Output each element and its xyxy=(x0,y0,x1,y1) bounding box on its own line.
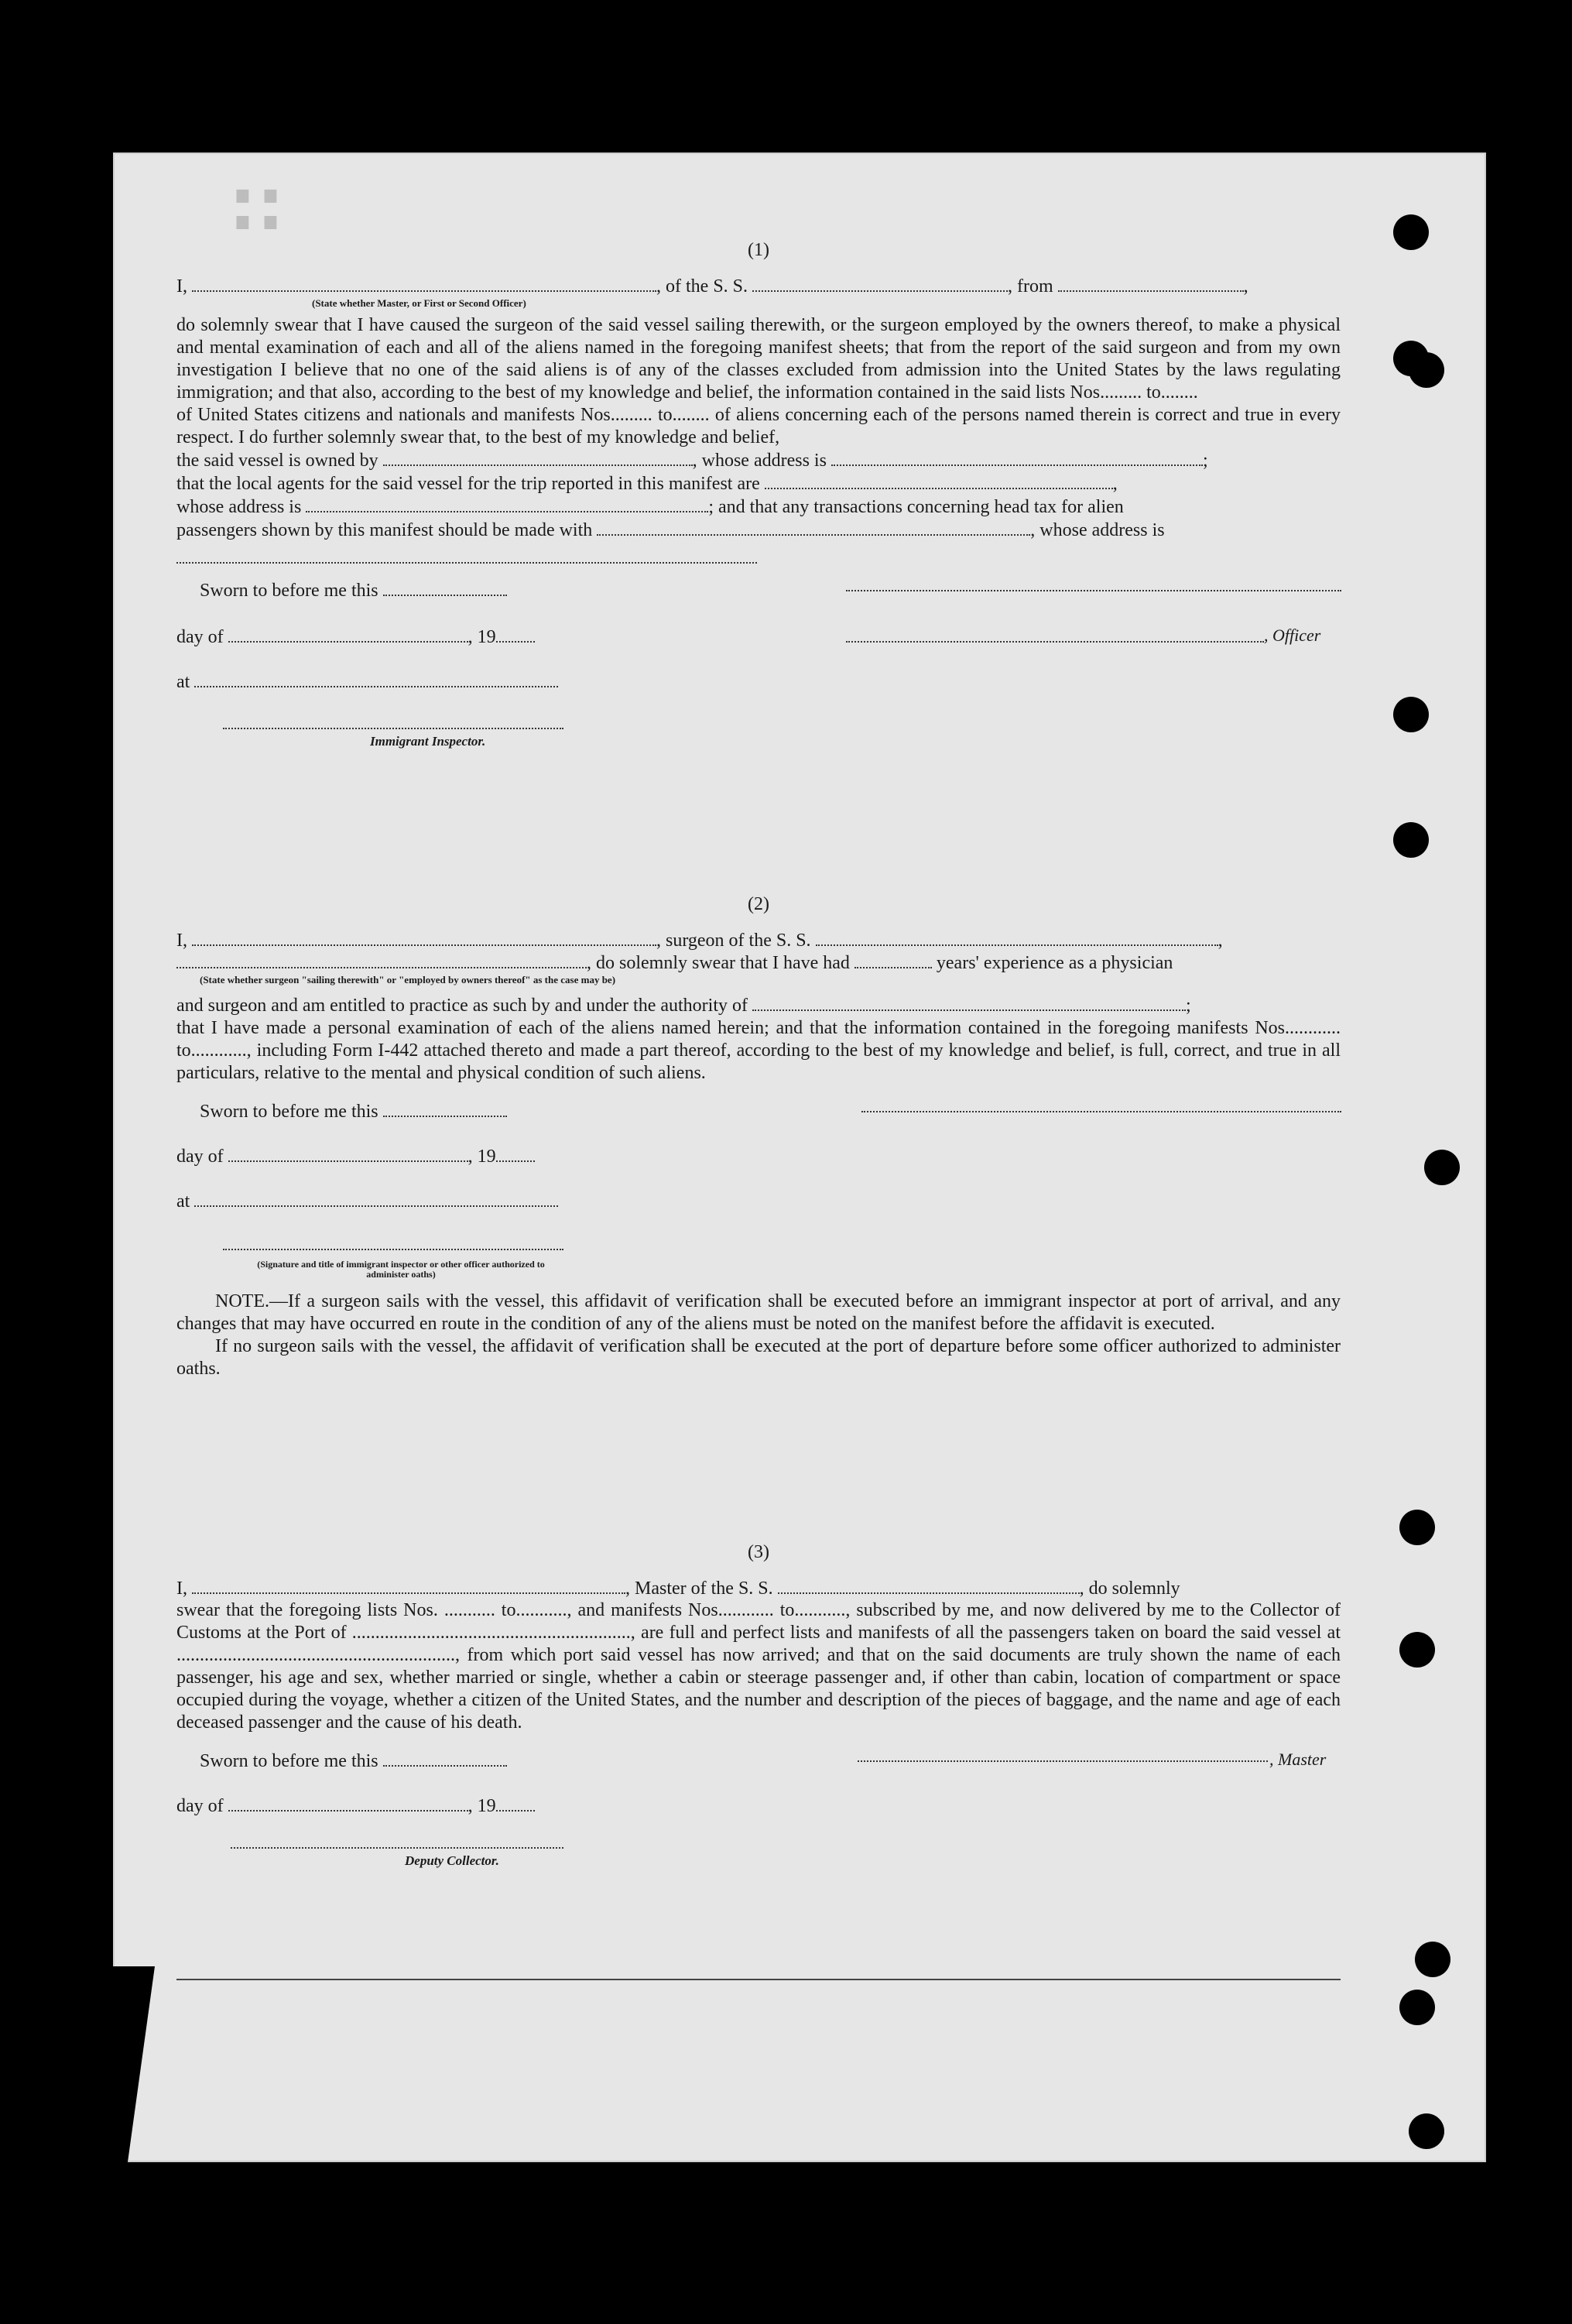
binder-hole xyxy=(1393,697,1429,732)
affidavit-surgeon xyxy=(176,894,1341,1380)
label: at xyxy=(176,1191,190,1212)
section-number: (2) xyxy=(748,894,769,914)
vessel-name-field[interactable] xyxy=(816,929,1218,946)
label: I, xyxy=(176,931,187,951)
binder-hole xyxy=(1424,1150,1460,1185)
label: , of the S. S. xyxy=(656,276,748,296)
head-tax-party-field[interactable] xyxy=(597,519,1030,536)
label: , do solemnly xyxy=(1079,1578,1180,1599)
label: day of xyxy=(176,1147,224,1167)
label: passengers shown by this manifest should be made with xyxy=(176,520,593,540)
agents-address-field[interactable] xyxy=(306,495,708,512)
label: , xyxy=(1243,276,1248,296)
sworn-day-field[interactable] xyxy=(383,1100,507,1117)
collector-signature-line[interactable] xyxy=(231,1846,563,1849)
label: , Master of the S. S. xyxy=(625,1578,773,1599)
surgeon-status-field[interactable] xyxy=(176,951,587,968)
signature-caption: (Signature and title of immigrant inspector or other officer authorized to administer oaths) xyxy=(257,1259,545,1280)
section-number: (3) xyxy=(748,1542,769,1562)
label: ; xyxy=(1186,996,1191,1016)
officer-caption: , Officer xyxy=(1264,626,1321,645)
master-signature-line[interactable] xyxy=(858,1759,1268,1762)
field-caption: (State whether surgeon "sailing therewith" or "employed by owners thereof" as the case may be) xyxy=(200,974,616,985)
vessel-name-field[interactable] xyxy=(778,1577,1080,1594)
head-tax-address-field[interactable] xyxy=(176,547,757,564)
owner-address-field[interactable] xyxy=(831,449,1203,466)
place-field[interactable] xyxy=(194,1190,558,1207)
vessel-name-field[interactable] xyxy=(752,275,1008,292)
label: that the local agents for the said vessel for the trip reported in this manifest are xyxy=(176,474,760,494)
year-field[interactable] xyxy=(496,626,535,643)
binder-hole xyxy=(1399,1510,1435,1545)
label: and surgeon and am entitled to practice as such by and under the authority of xyxy=(176,996,748,1016)
master-caption: , Master xyxy=(1269,1750,1327,1769)
years-experience-field[interactable] xyxy=(854,951,932,968)
label: , 19 xyxy=(467,627,496,647)
affidavit-master xyxy=(176,240,1341,780)
label: , surgeon of the S. S. xyxy=(656,931,811,951)
inspector-signature-line[interactable] xyxy=(223,1247,563,1250)
label: , whose address is xyxy=(692,451,827,471)
label: I, xyxy=(176,1578,187,1599)
label: Sworn to before me this xyxy=(200,581,378,601)
binder-hole xyxy=(1415,1942,1450,1977)
label: , 19 xyxy=(467,1147,496,1167)
oath-text: of United States citizens and nationals and manifests Nos......... to........ of aliens concerning each of the persons named therein is correct and true in every respect. I do further solemnly swear that, to the best of my knowledge and belief, xyxy=(176,405,1341,447)
label: I, xyxy=(176,276,187,296)
label: at xyxy=(176,672,190,692)
oath-text: that I have made a personal examination of each of the aliens named herein; and that the information contained in the foregoing manifests Nos............ to............, including Form I-442 attached thereto and made a part thereof, according to the best of my knowledge and belief, is full, correct, and true in all particulars, relative to the mental and physical condition of such aliens. xyxy=(176,1018,1341,1083)
label: ; and that any transactions concerning head tax for alien xyxy=(708,497,1124,517)
officer-signature-line-2[interactable] xyxy=(846,639,1264,643)
label: , xyxy=(1112,474,1118,494)
surgeon-signature-line[interactable] xyxy=(861,1109,1341,1112)
label: , whose address is xyxy=(1030,520,1165,540)
label: day of xyxy=(176,1796,224,1816)
note-text: NOTE.—If a surgeon sails with the vessel, this affidavit of verification shall be executed before an immigrant inspector at port of arrival, and any changes that may have occurred en route in the condition of any of the aliens must be noted on the manifest before the affidavit is executed. xyxy=(176,1291,1341,1334)
month-field[interactable] xyxy=(228,1145,468,1162)
note-text: If no surgeon sails with the vessel, the affidavit of verification shall be executed at the port of departure before some officer authorized to administer oaths. xyxy=(176,1336,1341,1379)
binder-hole xyxy=(1393,214,1429,250)
year-field[interactable] xyxy=(496,1145,535,1162)
binder-hole xyxy=(1399,1632,1435,1668)
label: Sworn to before me this xyxy=(200,1751,378,1771)
bleed-through-mark: ∷ xyxy=(232,170,281,252)
field-caption: (State whether Master, or First or Second Officer) xyxy=(312,297,526,309)
section-number: (1) xyxy=(748,240,769,260)
label: , from xyxy=(1008,276,1053,296)
label: whose address is xyxy=(176,497,302,517)
owner-field[interactable] xyxy=(383,449,693,466)
label: , xyxy=(1218,931,1223,951)
collector-caption: Deputy Collector. xyxy=(405,1853,499,1868)
authority-field[interactable] xyxy=(752,994,1186,1011)
place-field[interactable] xyxy=(194,670,558,687)
label: ; xyxy=(1202,451,1208,471)
year-field[interactable] xyxy=(496,1794,535,1812)
master-name-field[interactable] xyxy=(192,1577,625,1594)
binder-hole xyxy=(1409,2113,1444,2149)
label: , 19 xyxy=(467,1796,496,1816)
bottom-rule xyxy=(176,1979,1341,1980)
month-field[interactable] xyxy=(228,626,468,643)
sworn-day-field[interactable] xyxy=(383,579,507,596)
binder-hole xyxy=(1393,822,1429,858)
label: , do solemnly swear that I have had xyxy=(587,953,850,973)
oath-text: do solemnly swear that I have caused the surgeon of the said vessel sailing therewith, or the surgeon employed by the owners thereof, to make a physical and mental examination of each and all of the aliens named in the foregoing manifest sheets; that from the report of the said surgeon and from my own investigation I believe that no one of the said aliens is of any of the classes excluded from admission into the United States by the laws regulating immigration; and that also, according to the best of my knowledge and belief, the information contained in the said lists Nos......... to........ xyxy=(176,315,1341,403)
officer-name-field[interactable] xyxy=(192,275,656,292)
officer-signature-line-1[interactable] xyxy=(846,588,1341,591)
month-field[interactable] xyxy=(228,1794,468,1812)
oath-text: swear that the foregoing lists Nos. ........... to..........., and manifests Nos............ to..........., subscribed by me, and now delivered by me to the Collector of Customs at the Port of ............................................................, are full and perfect lists and manifests of all the passengers taken on board the said vessel at ............................................................, from which port said vessel has now arrived; and that on the said documents are truly shown the name of each passenger, his age and sex, whether married or single, whether a cabin or steerage passenger and, if other than cabin, location of compartment or space occupied during the voyage, whether a citizen of the United States, and the number and description of the pieces of baggage, and the name and age of each deceased passenger and the cause of his death. xyxy=(176,1600,1341,1733)
affidavit-master-collector xyxy=(176,1542,1341,1904)
surgeon-name-field[interactable] xyxy=(192,929,656,946)
agents-field[interactable] xyxy=(765,472,1113,489)
binder-hole xyxy=(1409,352,1444,388)
label: day of xyxy=(176,627,224,647)
departure-port-field[interactable] xyxy=(1058,275,1244,292)
label: years' experience as a physician xyxy=(936,953,1173,973)
sworn-day-field[interactable] xyxy=(383,1750,507,1767)
binder-hole xyxy=(1399,1990,1435,2025)
label: the said vessel is owned by xyxy=(176,451,378,471)
inspector-signature-line[interactable] xyxy=(223,726,563,729)
label: Sworn to before me this xyxy=(200,1102,378,1122)
inspector-caption: Immigrant Inspector. xyxy=(370,734,486,749)
